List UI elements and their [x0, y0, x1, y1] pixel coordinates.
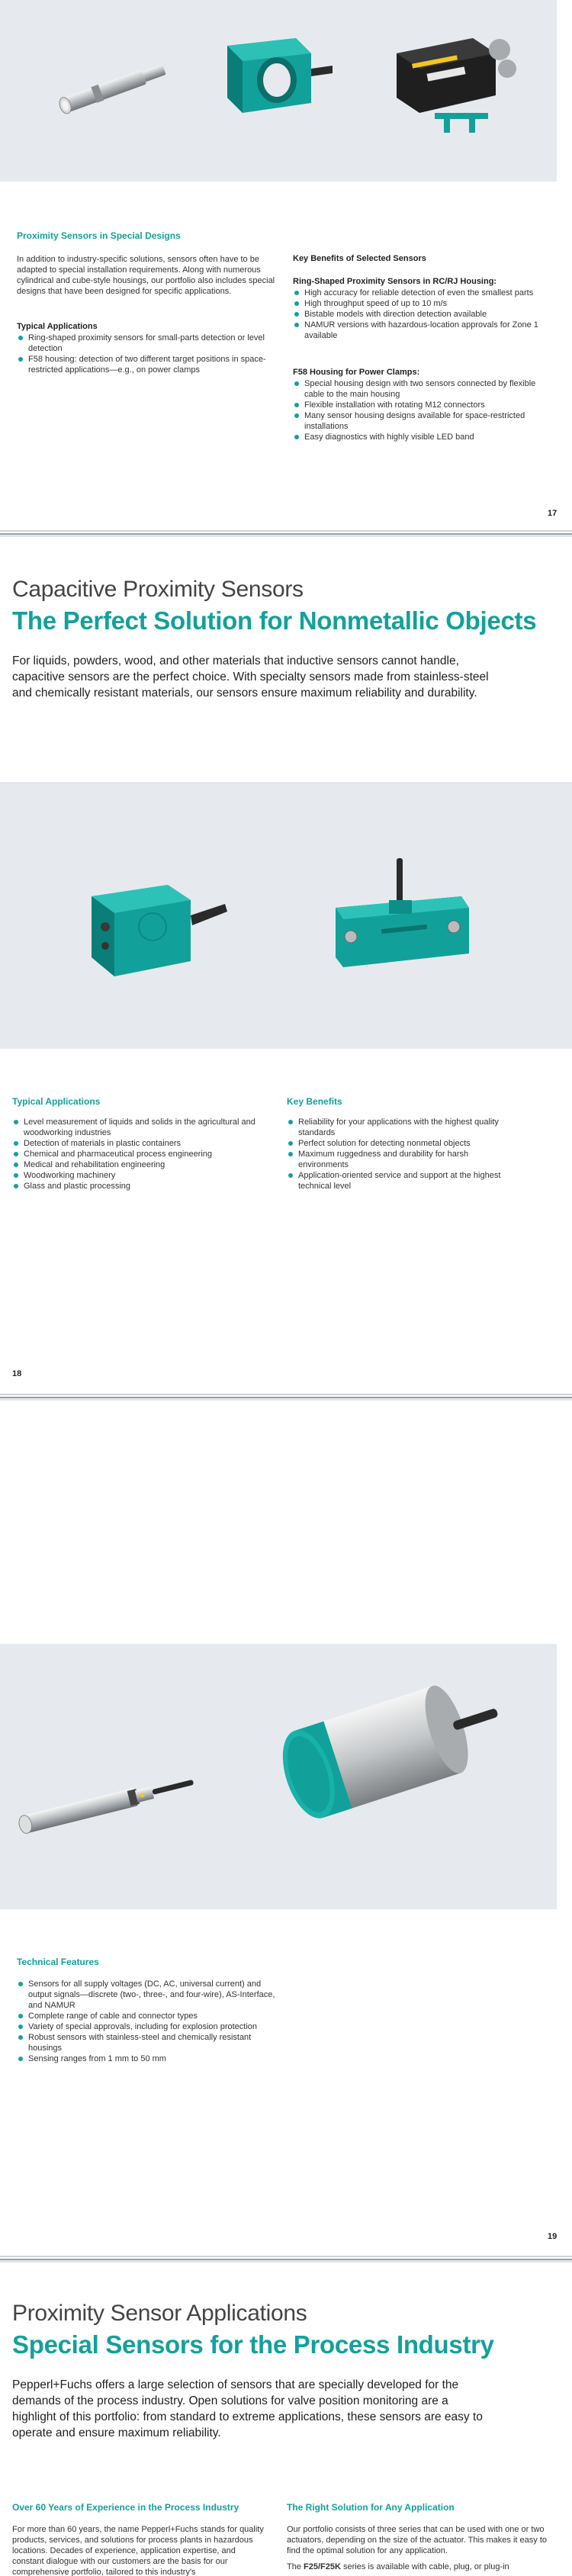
technical-features-title: Technical Features — [17, 1957, 99, 1967]
f58-sensor-image — [381, 23, 534, 137]
list-item: Level measurement of liquids and solids in the agricultural and woodworking industries — [12, 1117, 268, 1138]
f25-series-paragraph — [287, 2562, 554, 2572]
key-benefits-list — [287, 1117, 516, 1192]
experience-title: Over 60 Years of Experience in the Process Industry — [12, 2502, 239, 2513]
f25-text-post: series is available with cable, plug, or plug-in — [340, 2562, 509, 2571]
page-headline: Special Sensors for the Process Industry — [12, 2330, 494, 2359]
right-solution-title: The Right Solution for Any Application — [287, 2502, 455, 2513]
list-item: Robust sensors with stainless-steel and chemically resistant housings — [17, 2032, 276, 2053]
large-capacitive-sensor-image — [252, 1667, 511, 1835]
page19-hero-image — [0, 1644, 557, 1909]
list-item: Reliability for your applications with the highest quality standards — [287, 1117, 516, 1138]
technical-features-list — [17, 1979, 276, 2064]
typical-applications-title: Typical Applications — [12, 1096, 101, 1107]
list-item: Easy diagnostics with highly visible LED band — [293, 432, 556, 442]
f58-housing-list — [293, 378, 556, 442]
page-divider — [0, 1394, 572, 1401]
list-item: NAMUR versions with hazardous-location approvals for Zone 1 available — [293, 320, 556, 341]
typical-applications-list — [17, 333, 268, 375]
page-number: 18 — [12, 1369, 22, 1378]
list-item: Medical and rehabilitation engineering — [12, 1159, 268, 1170]
experience-paragraph: For more than 60 years, the name Pepperl+Fuchs stands for quality products, services, and solutions for process plants in hazardous locations. Decades of experience, application expertise, and constant dialogue with our customers are the basis for our comprehensive portfolio, tailored to this industry's — [12, 2525, 264, 2576]
list-item: High accuracy for reliable detection of even the smallest parts — [293, 288, 556, 298]
page-number: 17 — [548, 509, 558, 518]
page-number: 19 — [548, 2232, 558, 2241]
list-item: Complete range of cable and connector types — [17, 2011, 276, 2021]
page-headline: The Perfect Solution for Nonmetallic Objects — [12, 606, 537, 635]
page-divider — [0, 530, 572, 537]
list-item: F58 housing: detection of two different target positions in space-restricted applications—e.g., on power clamps — [17, 354, 268, 375]
capacitive-flat-sensor-image — [317, 854, 484, 976]
page17-hero-image — [0, 0, 557, 182]
list-item: Application-oriented service and support at the highest technical level — [287, 1170, 516, 1192]
list-item: Many sensor housing designs available for space-restricted installations — [293, 410, 556, 432]
key-benefits-title: Key Benefits of Selected Sensors — [293, 254, 426, 263]
f58-housing-title: F58 Housing for Power Clamps: — [293, 368, 420, 377]
capacitive-cube-sensor-image — [76, 873, 229, 988]
intro-paragraph: For liquids, powders, wood, and other materials that inductive sensors cannot handle, capacitive sensors are the perfect choice. With specialty sensors made from stainless-steel and chemically resistant materials, our sensors ensure maximum reliability and durability. — [12, 654, 489, 699]
page-kicker: Capacitive Proximity Sensors — [12, 577, 304, 602]
section-title: Proximity Sensors in Special Designs — [17, 230, 181, 241]
list-item: Variety of special approvals, including for explosion protection — [17, 2021, 276, 2032]
f25-series-name: F25/F25K — [304, 2562, 341, 2571]
list-item: Special housing design with two sensors connected by flexible cable to the main housing — [293, 378, 556, 400]
page-divider — [0, 2256, 572, 2262]
list-item: Maximum ruggedness and durability for harsh environments — [287, 1149, 516, 1170]
list-item: Woodworking machinery — [12, 1170, 268, 1181]
list-item: High throughput speed of up to 10 m/s — [293, 298, 556, 309]
list-item: Flexible installation with rotating M12 connectors — [293, 400, 556, 410]
list-item: Glass and plastic processing — [12, 1181, 268, 1192]
list-item: Perfect solution for detecting nonmetal objects — [287, 1138, 516, 1149]
f25-text-pre: The — [287, 2562, 304, 2571]
typical-applications-list — [12, 1117, 268, 1192]
list-item: Bistable models with direction detection available — [293, 309, 556, 320]
right-solution-paragraph: Our portfolio consists of three series that can be used with one or two actuators, depending on the size of the actuator. This makes it easy to find the optimal solution for any application. — [287, 2525, 547, 2555]
ring-sensors-list — [293, 288, 556, 341]
page18-hero-image — [0, 782, 572, 1049]
key-benefits-title: Key Benefits — [287, 1096, 342, 1107]
intro-paragraph: In addition to industry-specific solutions, sensors often have to be adapted to special installation requirements. Along with numerous cylindrical and cube-style housings, our portfolio also includes special designs that have been designed for specific applications. — [17, 255, 275, 296]
list-item: Chemical and pharmaceutical process engineering — [12, 1149, 268, 1159]
intro-paragraph: Pepperl+Fuchs offers a large selection of sensors that are specially developed for the demands of the process industry. Open solutions for valve position monitoring are a highlight of this portfolio: from standard to extreme applications, these sensors are easy to operate and ensure maximum reliability. — [12, 2378, 483, 2439]
ring-sensors-title: Ring-Shaped Proximity Sensors in RC/RJ Housing: — [293, 277, 497, 286]
thin-cylindrical-sensor-image — [8, 1758, 206, 1850]
ring-sensor-image — [204, 31, 334, 118]
page-kicker: Proximity Sensor Applications — [12, 2301, 307, 2326]
cylindrical-sensor-image — [47, 55, 177, 124]
typical-applications-title: Typical Applications — [17, 322, 98, 331]
list-item: Sensors for all supply voltages (DC, AC, universal current) and output signals—discrete (two-, three-, and four-wire), AS-Interface, and NAMUR — [17, 1979, 276, 2011]
list-item: Sensing ranges from 1 mm to 50 mm — [17, 2053, 276, 2064]
list-item: Detection of materials in plastic containers — [12, 1138, 268, 1149]
list-item: Ring-shaped proximity sensors for small-parts detection or level detection — [17, 333, 268, 354]
